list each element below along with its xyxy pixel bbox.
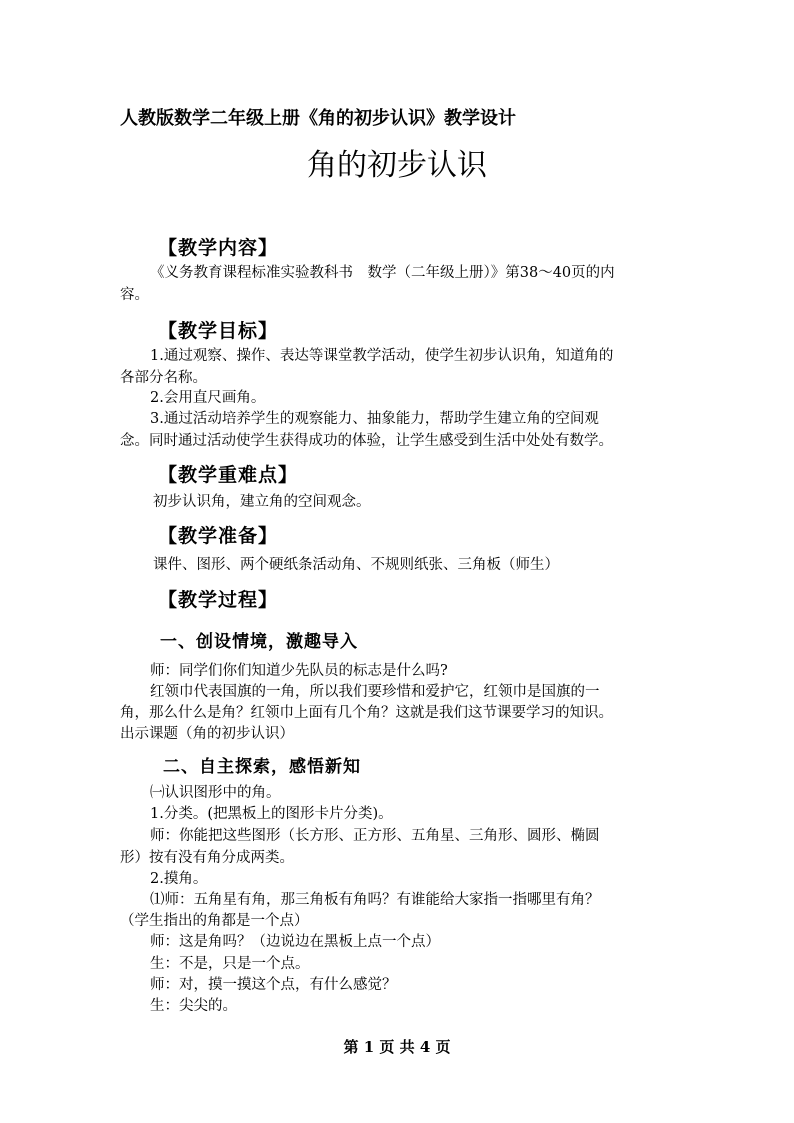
goals-line-1: 1.通过观察、操作、表达等课堂教学活动，使学生初步认识角，知道角的	[150, 348, 614, 364]
content-line-1: 《义务教育课程标准实验教科书 数学（二年级上册）》第38～40页的内	[150, 265, 615, 281]
process-part2-line-4: 形）按有没有角分成两类。	[120, 850, 294, 866]
process-part2-title: 二、自主探索，感悟新知	[163, 757, 361, 777]
page-number: 第 1 页 共 4 页	[343, 1038, 451, 1056]
document-title: 角的初步认识	[307, 148, 487, 183]
process-part2-line-11: 生：尖尖的。	[150, 998, 237, 1014]
goals-line-4: 3.通过活动培养学生的观察能力、抽象能力，帮助学生建立角的空间观	[150, 411, 599, 427]
section-heading-content: 【教学内容】	[158, 237, 279, 259]
process-part2-line-1: ㈠认识图形中的角。	[150, 785, 281, 801]
process-part1-line-2: 红领巾代表国旗的一角，所以我们要珍惜和爱护它，红领巾是国旗的一	[150, 684, 600, 700]
process-part2-line-10: 师：对，摸一摸这个点，有什么感觉？	[150, 977, 397, 993]
process-part2-line-2: 1.分类。(把黑板上的图形卡片分类)。	[150, 806, 393, 822]
process-part1-line-3: 角，那么什么是角？红领巾上面有几个角？这就是我们这节课要学习的知识。	[120, 705, 613, 721]
goals-line-5: 念。同时通过活动使学生获得成功的体验，让学生感受到生活中处处有数学。	[120, 433, 613, 449]
goals-line-2: 各部分名称。	[120, 370, 207, 386]
process-part1-line-1: 师：同学们你们知道少先队员的标志是什么吗?	[150, 663, 448, 679]
difficulty-line-1: 初步认识角，建立角的空间观念。	[153, 494, 371, 510]
process-part2-line-5: 2.摸角。	[150, 871, 208, 887]
section-heading-goals: 【教学目标】	[158, 320, 279, 342]
section-heading-prep: 【教学准备】	[158, 525, 279, 547]
process-part2-line-6: ⑴师：五角星有角，那三角板有角吗？有谁能给大家指一指哪里有角？	[150, 892, 600, 908]
process-part1-line-4: 出示课题（角的初步认识）	[120, 726, 294, 742]
content-line-2: 容。	[120, 287, 149, 303]
goals-line-3: 2.会用直尺画角。	[150, 390, 266, 406]
document-subtitle: 人教版数学二年级上册《角的初步认识》教学设计	[120, 108, 516, 129]
section-heading-process: 【教学过程】	[158, 589, 279, 611]
process-part2-line-3: 师：你能把这些图形（长方形、正方形、五角星、三角形、圆形、椭圆	[150, 828, 600, 844]
prep-line-1: 课件、图形、两个硬纸条活动角、不规则纸张、三角板（师生）	[153, 557, 559, 573]
process-part1-title: 一、创设情境，激趣导入	[160, 632, 358, 652]
process-part2-line-7: （学生指出的角都是一个点）	[120, 913, 309, 929]
process-part2-line-9: 生：不是，只是一个点。	[150, 956, 310, 972]
section-heading-difficulty: 【教学重难点】	[158, 464, 299, 486]
process-part2-line-8: 师：这是角吗？（边说边在黑板上点一个点）	[150, 934, 440, 950]
